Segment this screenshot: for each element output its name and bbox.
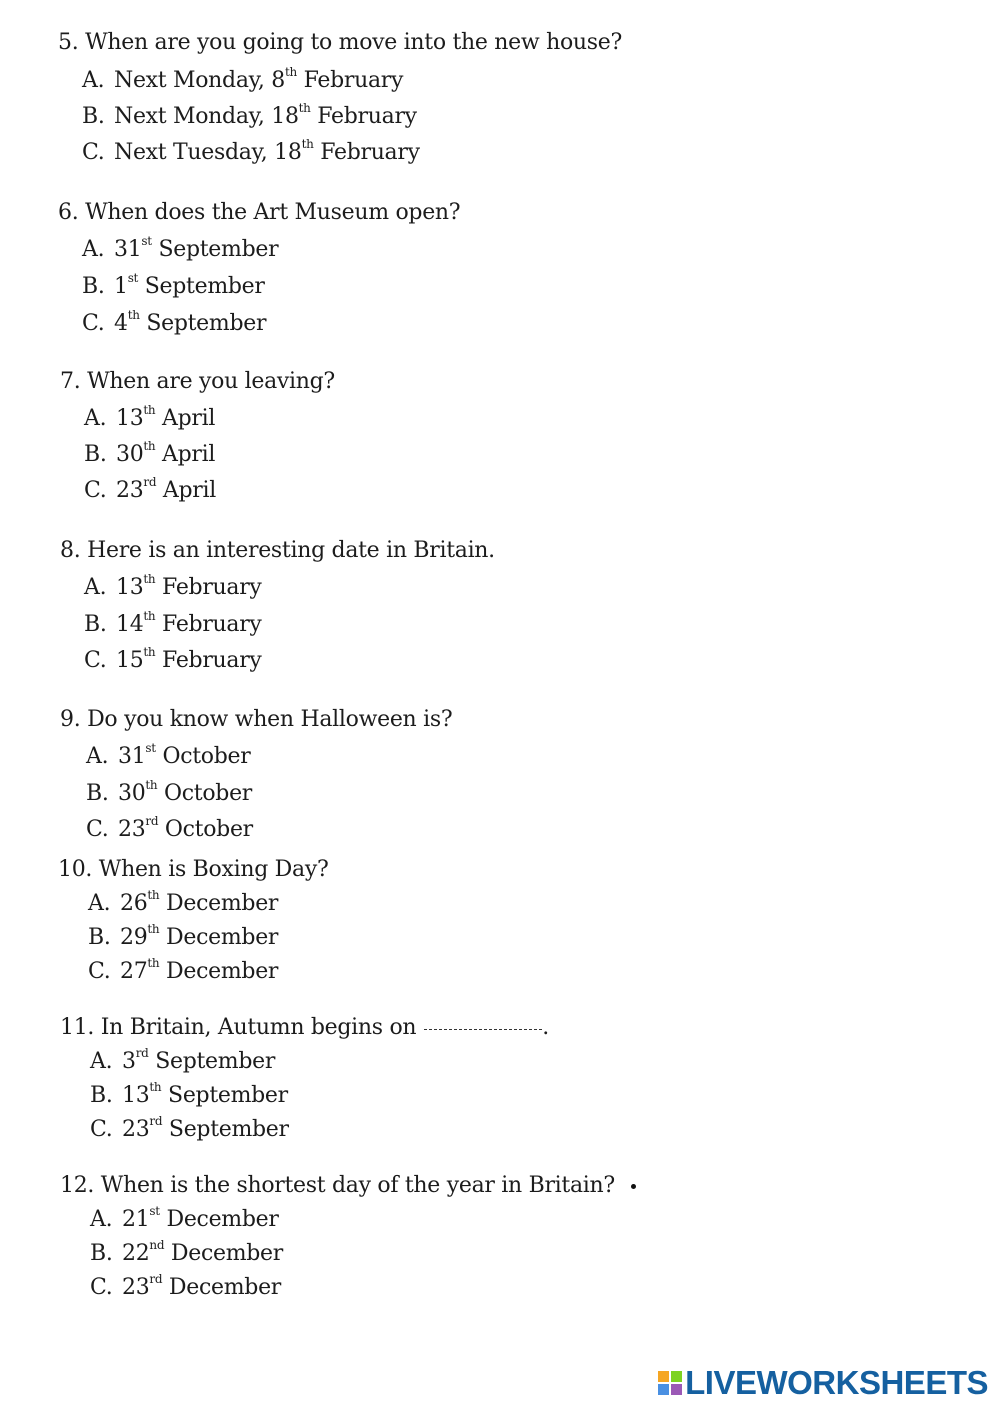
option-month: September bbox=[151, 237, 279, 262]
ordinal-suffix: rd bbox=[145, 814, 159, 828]
option-month: February bbox=[296, 68, 404, 93]
ordinal-suffix: th bbox=[143, 645, 156, 659]
option-a[interactable] bbox=[86, 741, 251, 769]
option-letter: A. bbox=[84, 406, 107, 431]
ordinal-suffix: st bbox=[149, 1204, 160, 1218]
question-text bbox=[60, 1173, 636, 1198]
question-stem: When are you going to move into the new house? bbox=[85, 30, 622, 55]
option-month: October bbox=[158, 817, 253, 842]
option-c[interactable] bbox=[88, 956, 279, 984]
option-date: 31 bbox=[118, 744, 146, 769]
option-month: September bbox=[139, 311, 267, 336]
option-month: September bbox=[161, 1083, 288, 1108]
option-a[interactable] bbox=[82, 234, 279, 262]
answer-blank[interactable] bbox=[424, 1027, 542, 1030]
ordinal-suffix: rd bbox=[135, 1046, 149, 1060]
option-date: 14 bbox=[116, 612, 144, 637]
option-date: 23 bbox=[122, 1117, 150, 1142]
question-text bbox=[60, 707, 452, 732]
option-a[interactable] bbox=[88, 888, 279, 916]
question-text bbox=[58, 857, 328, 882]
ordinal-suffix: th bbox=[298, 101, 311, 115]
option-b[interactable] bbox=[90, 1238, 283, 1266]
option-letter: B. bbox=[82, 274, 105, 299]
option-date: 21 bbox=[122, 1207, 150, 1232]
stray-mark bbox=[631, 1184, 636, 1189]
option-letter: C. bbox=[86, 817, 109, 842]
option-date: 1 bbox=[114, 274, 128, 299]
question-number: 6. bbox=[58, 200, 86, 225]
ordinal-suffix: rd bbox=[149, 1272, 163, 1286]
ordinal-suffix: st bbox=[127, 271, 139, 285]
option-letter: A. bbox=[84, 575, 107, 600]
option-date: 23 bbox=[118, 817, 146, 842]
ordinal-suffix: th bbox=[147, 956, 160, 970]
option-letter: B. bbox=[88, 925, 111, 950]
option-letter: C. bbox=[84, 478, 107, 503]
ordinal-suffix: th bbox=[143, 439, 156, 453]
option-date: 29 bbox=[120, 925, 148, 950]
option-b[interactable] bbox=[82, 101, 417, 129]
option-month: October bbox=[157, 781, 253, 806]
ordinal-suffix: th bbox=[301, 137, 314, 151]
question-number: 8. bbox=[60, 538, 88, 563]
option-letter: C. bbox=[82, 311, 105, 336]
option-letter: A. bbox=[82, 68, 105, 93]
option-c[interactable] bbox=[84, 645, 262, 673]
option-c[interactable] bbox=[82, 137, 420, 165]
brand-name: LIVEWORKSHEETS bbox=[685, 1364, 988, 1401]
option-date: 30 bbox=[118, 781, 146, 806]
option-a[interactable] bbox=[84, 572, 262, 600]
option-c[interactable] bbox=[90, 1272, 282, 1300]
option-month: September bbox=[162, 1117, 289, 1142]
question-stem: In Britain, Autumn begins on bbox=[100, 1015, 417, 1040]
option-month: December bbox=[159, 959, 279, 984]
question-number: 9. bbox=[60, 707, 88, 732]
option-month: April bbox=[155, 406, 216, 431]
logo-square bbox=[671, 1371, 682, 1382]
option-month: February bbox=[155, 575, 262, 600]
option-b[interactable] bbox=[90, 1080, 288, 1108]
question-text bbox=[60, 1015, 549, 1040]
question-text bbox=[58, 200, 460, 225]
option-letter: C. bbox=[88, 959, 111, 984]
option-month: February bbox=[313, 140, 420, 165]
ordinal-suffix: th bbox=[143, 403, 156, 417]
option-date: 26 bbox=[120, 891, 148, 916]
option-c[interactable] bbox=[82, 308, 267, 336]
option-c[interactable] bbox=[86, 814, 253, 842]
ordinal-suffix: nd bbox=[149, 1238, 165, 1252]
option-letter: B. bbox=[82, 104, 105, 129]
logo-square bbox=[671, 1384, 682, 1395]
question-number: 10. bbox=[58, 857, 99, 882]
option-date: 13 bbox=[116, 575, 144, 600]
question-text bbox=[60, 369, 335, 394]
option-b[interactable] bbox=[84, 609, 262, 637]
ordinal-suffix: rd bbox=[149, 1114, 163, 1128]
option-c[interactable] bbox=[90, 1114, 289, 1142]
ordinal-suffix: th bbox=[143, 609, 156, 623]
question-stem: Do you know when Halloween is? bbox=[87, 707, 453, 732]
ordinal-suffix: st bbox=[141, 234, 152, 248]
option-date: Next Monday, 18 bbox=[114, 104, 299, 129]
option-month: December bbox=[159, 891, 279, 916]
option-a[interactable] bbox=[84, 403, 216, 431]
option-letter: A. bbox=[82, 237, 105, 262]
option-date: Next Tuesday, 18 bbox=[114, 140, 302, 165]
question-number: 5. bbox=[58, 30, 86, 55]
option-month: February bbox=[155, 612, 262, 637]
option-month: February bbox=[310, 104, 417, 129]
option-a[interactable] bbox=[90, 1204, 279, 1232]
option-month: December bbox=[159, 1207, 279, 1232]
question-stem: When does the Art Museum open? bbox=[85, 200, 461, 225]
option-month: April bbox=[155, 442, 216, 467]
option-date: 27 bbox=[120, 959, 148, 984]
option-letter: C. bbox=[82, 140, 105, 165]
question-number: 12. bbox=[60, 1173, 101, 1198]
option-date: 3 bbox=[122, 1049, 136, 1074]
ordinal-suffix: th bbox=[147, 888, 160, 902]
logo-square bbox=[658, 1371, 669, 1382]
ordinal-suffix: th bbox=[127, 308, 140, 322]
option-date: 4 bbox=[114, 311, 128, 336]
option-date: 13 bbox=[122, 1083, 150, 1108]
option-month: December bbox=[159, 925, 279, 950]
liveworksheets-brand[interactable] bbox=[658, 1364, 988, 1402]
logo-square bbox=[658, 1384, 669, 1395]
question-stem: When is the shortest day of the year in Britain? bbox=[100, 1173, 615, 1198]
option-letter: C. bbox=[90, 1275, 113, 1300]
option-b[interactable] bbox=[88, 922, 279, 950]
question-stem: When are you leaving? bbox=[87, 369, 335, 394]
option-date: 22 bbox=[122, 1241, 150, 1266]
option-letter: B. bbox=[86, 781, 109, 806]
option-month: October bbox=[155, 744, 251, 769]
option-letter: A. bbox=[90, 1049, 113, 1074]
ordinal-suffix: rd bbox=[143, 475, 157, 489]
ordinal-suffix: st bbox=[145, 741, 156, 755]
option-letter: B. bbox=[90, 1083, 113, 1108]
option-date: 23 bbox=[122, 1275, 150, 1300]
ordinal-suffix: th bbox=[145, 778, 158, 792]
ordinal-suffix: th bbox=[143, 572, 156, 586]
question-number: 7. bbox=[60, 369, 88, 394]
question-text bbox=[60, 538, 495, 563]
ordinal-suffix: th bbox=[149, 1080, 162, 1094]
option-letter: A. bbox=[90, 1207, 113, 1232]
option-b[interactable] bbox=[82, 271, 265, 299]
option-month: December bbox=[162, 1275, 282, 1300]
liveworksheets-logo-icon bbox=[658, 1371, 682, 1395]
option-date: 31 bbox=[114, 237, 142, 262]
option-month: April bbox=[156, 478, 216, 503]
ordinal-suffix: th bbox=[284, 65, 297, 79]
option-date: 13 bbox=[116, 406, 144, 431]
option-date: 23 bbox=[116, 478, 144, 503]
question-text bbox=[58, 30, 622, 55]
question-number: 11. bbox=[60, 1015, 101, 1040]
option-date: 15 bbox=[116, 648, 144, 673]
option-letter: B. bbox=[90, 1241, 113, 1266]
option-month: February bbox=[155, 648, 262, 673]
option-letter: B. bbox=[84, 612, 107, 637]
period: . bbox=[542, 1015, 549, 1040]
option-letter: A. bbox=[86, 744, 109, 769]
option-letter: C. bbox=[84, 648, 107, 673]
question-stem: When is Boxing Day? bbox=[98, 857, 329, 882]
option-letter: C. bbox=[90, 1117, 113, 1142]
option-date: Next Monday, 8 bbox=[114, 68, 285, 93]
option-a[interactable] bbox=[82, 65, 404, 93]
ordinal-suffix: th bbox=[147, 922, 160, 936]
option-month: September bbox=[138, 274, 265, 299]
option-a[interactable] bbox=[90, 1046, 276, 1074]
option-month: December bbox=[164, 1241, 283, 1266]
option-b[interactable] bbox=[84, 439, 216, 467]
option-b[interactable] bbox=[86, 778, 253, 806]
option-c[interactable] bbox=[84, 475, 216, 503]
option-letter: A. bbox=[88, 891, 111, 916]
option-letter: B. bbox=[84, 442, 107, 467]
question-stem: Here is an interesting date in Britain. bbox=[87, 538, 495, 563]
option-month: September bbox=[148, 1049, 276, 1074]
option-date: 30 bbox=[116, 442, 144, 467]
